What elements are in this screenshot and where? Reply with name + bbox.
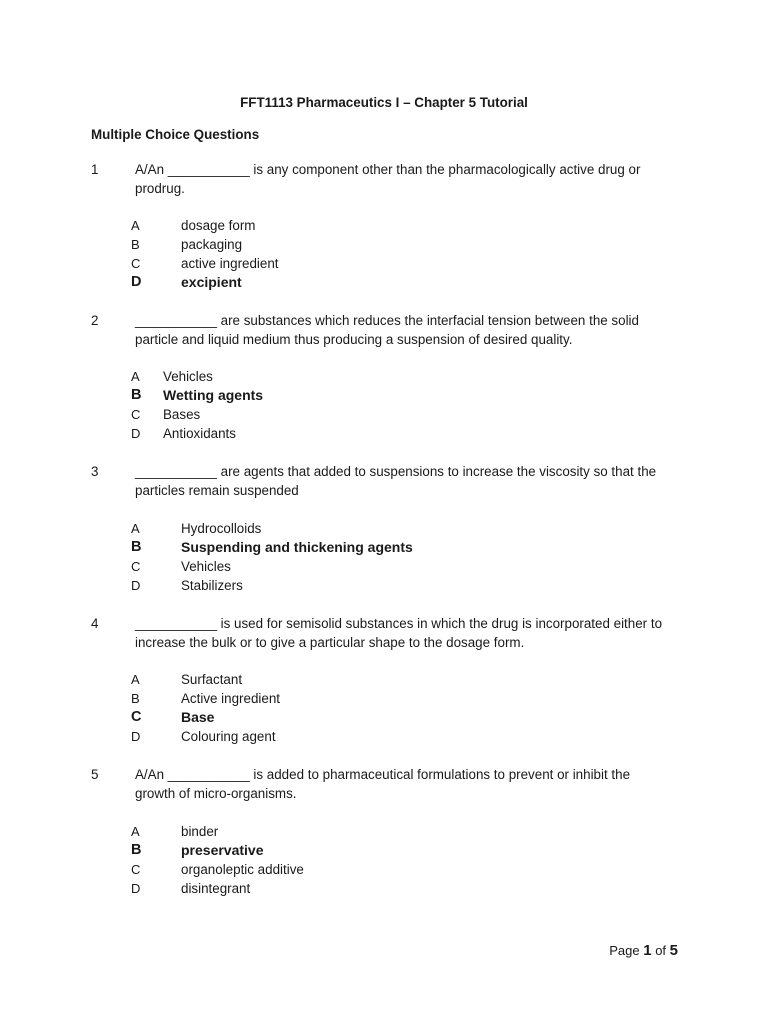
page-label: Page xyxy=(609,943,640,958)
options-list xyxy=(131,822,651,898)
question-text xyxy=(135,311,695,349)
option-a xyxy=(131,670,651,689)
option-c xyxy=(131,405,651,424)
option-letter: D xyxy=(131,729,141,744)
option-d xyxy=(131,879,651,898)
question-number: 5 xyxy=(91,767,99,782)
option-text: Active ingredient xyxy=(181,691,280,706)
question-text-line: growth of micro-organisms. xyxy=(135,786,297,801)
option-d xyxy=(131,727,651,746)
question-text-line: A/An ___________ is any component other than the pharmacologically active drug or xyxy=(135,162,641,177)
question-number: 2 xyxy=(91,313,99,328)
option-text: Base xyxy=(181,709,215,725)
option-letter: A xyxy=(131,369,140,384)
option-text: Hydrocolloids xyxy=(181,521,262,536)
option-letter: D xyxy=(131,881,141,896)
question-text-line: A/An ___________ is added to pharmaceutical formulations to prevent or inhibit the xyxy=(135,767,631,782)
option-text: packaging xyxy=(181,237,243,252)
option-c xyxy=(131,860,651,879)
option-text: Colouring agent xyxy=(181,729,276,744)
option-text: Antioxidants xyxy=(163,426,236,441)
option-a xyxy=(131,519,651,538)
option-letter: D xyxy=(131,274,142,290)
option-text: Vehicles xyxy=(163,369,213,384)
option-letter: D xyxy=(131,426,141,441)
option-letter: B xyxy=(131,387,142,403)
option-letter: D xyxy=(131,578,141,593)
question-number: 4 xyxy=(91,616,99,631)
of-label: of xyxy=(655,943,667,958)
option-d xyxy=(131,576,651,595)
total-pages-number: 5 xyxy=(669,942,678,959)
option-letter: B xyxy=(131,539,142,555)
option-letter: A xyxy=(131,824,140,839)
option-text: Wetting agents xyxy=(163,387,264,403)
option-text: Surfactant xyxy=(181,672,243,687)
option-text: dosage form xyxy=(181,218,256,233)
option-letter: A xyxy=(131,218,140,233)
option-text: disintegrant xyxy=(181,881,251,896)
question-text-line: ___________ is used for semisolid substances in which the drug is incorporated either to xyxy=(135,616,663,631)
option-letter: C xyxy=(131,862,141,877)
option-text: active ingredient xyxy=(181,256,279,271)
question-text xyxy=(135,160,695,198)
option-text: Bases xyxy=(163,407,201,422)
option-letter: C xyxy=(131,559,141,574)
question-text xyxy=(135,614,695,652)
document-title: FFT1113 Pharmaceutics I – Chapter 5 Tutorial xyxy=(240,95,528,110)
option-b-correct xyxy=(131,841,651,860)
option-letter: B xyxy=(131,842,142,858)
option-a xyxy=(131,216,651,235)
option-text: Vehicles xyxy=(181,559,231,574)
option-letter: B xyxy=(131,691,140,706)
option-letter: B xyxy=(131,237,140,252)
option-a xyxy=(131,822,651,841)
question-text-line: increase the bulk or to give a particular shape to the dosage form. xyxy=(135,635,525,650)
option-text: Stabilizers xyxy=(181,578,243,593)
option-letter: C xyxy=(131,407,141,422)
question-text-line: particle and liquid medium thus producing a suspension of desired quality. xyxy=(135,332,573,347)
options-list xyxy=(131,367,651,443)
question-text-line: particles remain suspended xyxy=(135,483,299,498)
option-c-correct xyxy=(131,708,651,727)
question-text-line: ___________ are agents that added to suspensions to increase the viscosity so that the xyxy=(135,464,657,479)
options-list xyxy=(131,670,651,746)
question-number: 1 xyxy=(91,162,99,177)
options-list xyxy=(131,216,651,292)
option-b xyxy=(131,689,651,708)
option-c xyxy=(131,254,651,273)
option-letter: C xyxy=(131,709,142,725)
option-text: excipient xyxy=(181,274,242,290)
option-letter: C xyxy=(131,256,141,271)
question-text-line: prodrug. xyxy=(135,181,185,196)
question-text xyxy=(135,765,695,803)
option-c xyxy=(131,557,651,576)
option-b-correct xyxy=(131,386,651,405)
option-letter: A xyxy=(131,521,140,536)
page-footer xyxy=(609,941,678,960)
question-text xyxy=(135,462,695,500)
option-text: preservative xyxy=(181,842,264,858)
question-text-line: ___________ are substances which reduces the interfacial tension between the solid xyxy=(135,313,639,328)
option-letter: A xyxy=(131,672,140,687)
option-d-correct xyxy=(131,273,651,292)
question-number: 3 xyxy=(91,464,99,479)
option-d xyxy=(131,424,651,443)
option-b xyxy=(131,235,651,254)
section-heading: Multiple Choice Questions xyxy=(91,127,260,142)
option-text: organoleptic additive xyxy=(181,862,304,877)
option-text: Suspending and thickening agents xyxy=(181,539,413,555)
option-a xyxy=(131,367,651,386)
current-page-number: 1 xyxy=(643,942,652,959)
options-list xyxy=(131,519,651,595)
option-text: binder xyxy=(181,824,219,839)
option-b-correct xyxy=(131,538,651,557)
